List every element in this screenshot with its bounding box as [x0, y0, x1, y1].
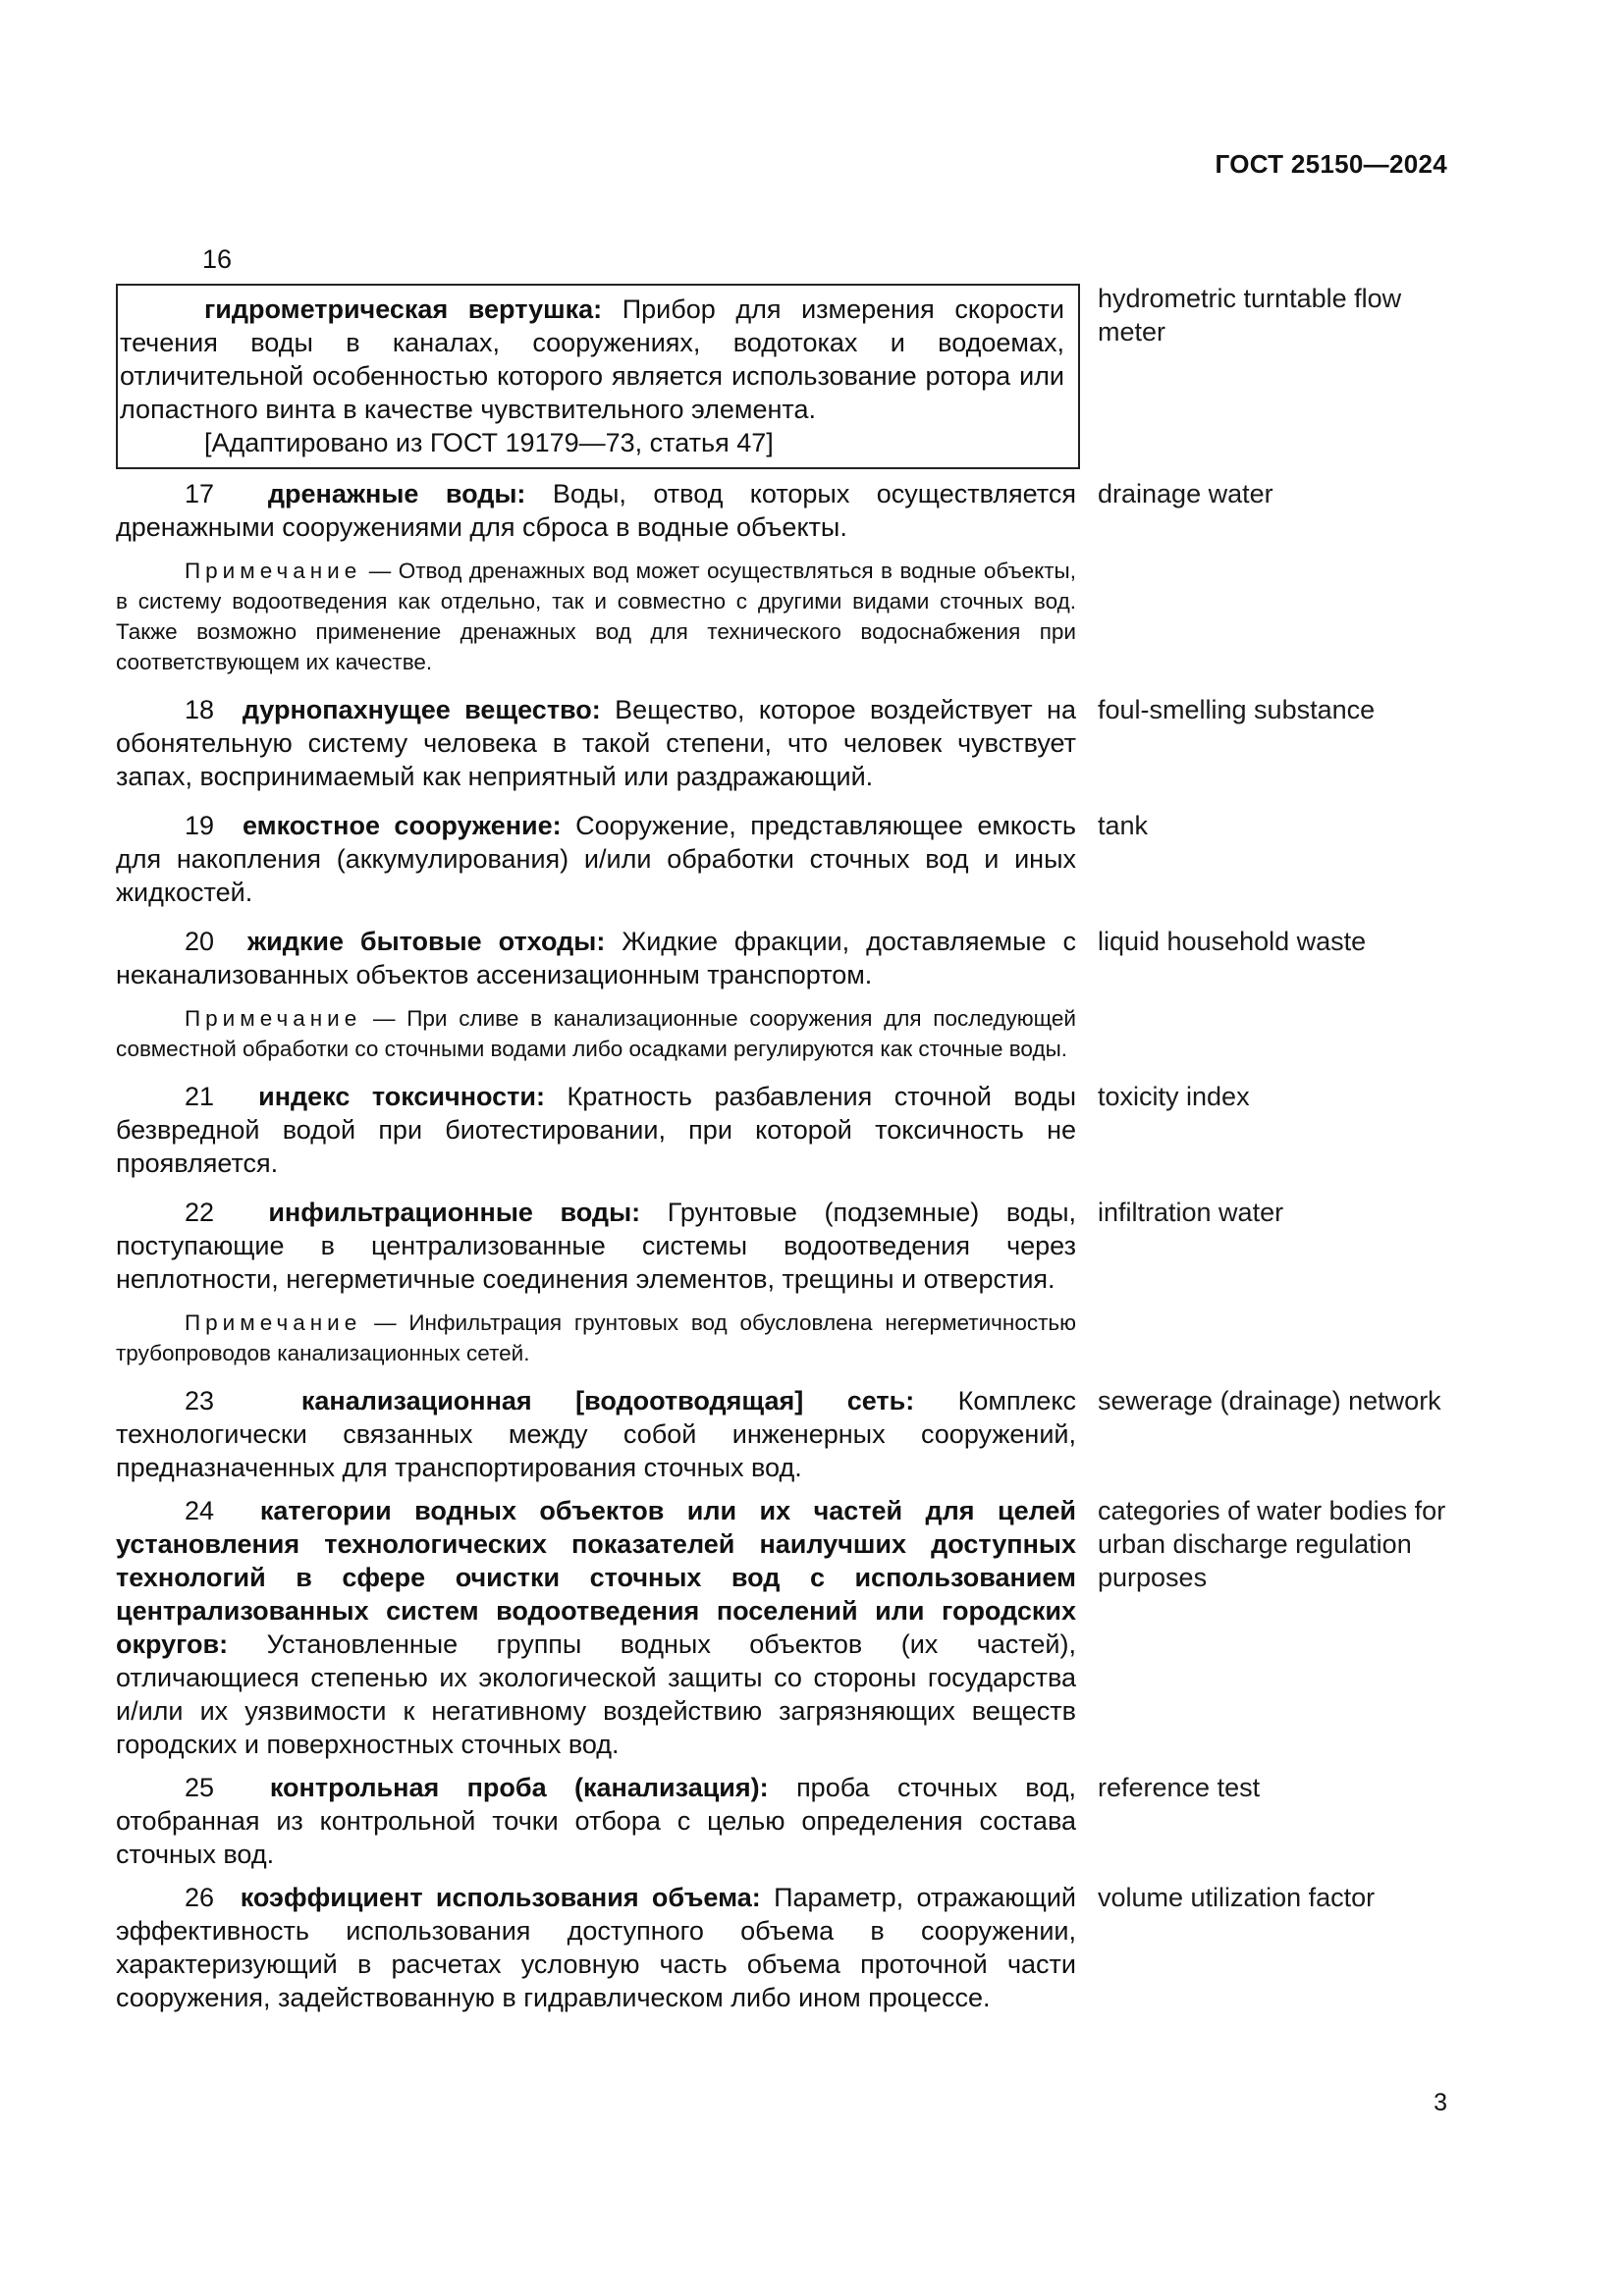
- term-number: 23: [185, 1386, 215, 1415]
- english-equivalent: drainage water: [1098, 479, 1273, 508]
- term-name: канализационная [водоотводящая] сеть:: [300, 1386, 915, 1415]
- english-equivalent: categories of water bodies for urban discharge regulation purposes: [1098, 1496, 1446, 1592]
- terms-list: [116, 242, 1451, 2014]
- term-definition: Грунтовые (подземные) воды, поступающие в централизованные системы водоотведения через неплотности, негерметичные соединения элементов, трещины и отверстия.: [116, 1198, 1076, 1294]
- term-definition: Сооружение, представляющее емкость для накопления (аккумулирования) и/или обработки сточных вод и иных жидкостей.: [116, 811, 1076, 907]
- term-number: 16: [202, 244, 233, 274]
- term-definition: Установленные группы водных объектов (их частей), отличающиеся степенью их экологической защиты со стороны государства и/или их уязвимости к негативному воздействию загрязняющих веществ городских и поверхностных сточных вод.: [116, 1629, 1076, 1759]
- term-note: [116, 556, 1076, 677]
- term-definition: Параметр, отражающий эффективность использования доступного объема в сооружении, характеризующий в расчетах условную часть объема проточной части сооружения, задействованную в гидравлическом либо ином процессе.: [116, 1883, 1076, 2012]
- term-name: емкостное сооружение:: [242, 811, 562, 840]
- term-name: дурнопахнущее вещество:: [242, 695, 601, 724]
- term-name: гидрометрическая вертушка:: [204, 294, 603, 324]
- term-name: инфильтрационные воды:: [268, 1198, 641, 1227]
- term-entry-20: [116, 925, 1451, 1064]
- term-entry-26: [116, 1881, 1451, 2014]
- term-entry-25: [116, 1771, 1451, 1871]
- term-name: дренажные воды:: [267, 479, 526, 508]
- english-equivalent: reference test: [1098, 1773, 1261, 1802]
- term-number: 21: [185, 1082, 215, 1111]
- term-source: [Адаптировано из ГОСТ 19179—73, статья 47]: [204, 428, 774, 457]
- english-equivalent: toxicity index: [1098, 1082, 1250, 1111]
- term-entry-19: [116, 809, 1451, 909]
- term-name: контрольная проба (канализация):: [269, 1773, 769, 1802]
- term-note: [116, 1308, 1076, 1368]
- document-code-header: ГОСТ 25150—2024: [1215, 149, 1447, 179]
- term-entry-16: [116, 242, 1451, 469]
- note-text: — При сливе в канализационные сооружения для последующей совместной обработки со сточными водами либо осадками регулируются как сточные воды.: [116, 1006, 1076, 1061]
- note-label: Примечание: [185, 1310, 362, 1335]
- term-number: 24: [185, 1496, 215, 1525]
- english-equivalent: hydrometric turntable flow meter: [1098, 284, 1402, 347]
- page-number: 3: [1434, 2089, 1447, 2116]
- term-entry-24: [116, 1494, 1451, 1761]
- term-definition: Воды, отвод которых осуществляется дренажными сооружениями для сброса в водные объекты.: [116, 479, 1076, 542]
- term-definition: Вещество, которое воздействует на обонятельную систему человека в такой степени, что человек чувствует запах, воспринимаемый как неприятный или раздражающий.: [116, 695, 1076, 791]
- english-equivalent: tank: [1098, 811, 1149, 840]
- note-text: — Отвод дренажных вод может осуществляться в водные объекты, в систему водоотведения как отдельно, так и совместно с другими видами сточных вод. Также возможно применение дренажных вод для технического водоснабжения при соответствующем их качестве.: [116, 559, 1076, 674]
- english-equivalent: foul-smelling substance: [1098, 695, 1376, 724]
- term-note: [116, 1003, 1076, 1064]
- term-number: 25: [185, 1773, 215, 1802]
- term-definition: Жидкие фракции, доставляемые с неканализованных объектов ассенизационным транспортом.: [116, 927, 1076, 989]
- term-definition: Комплекс технологически связанных между собой инженерных сооружений, предназначенных для транспортирования сточных вод.: [116, 1386, 1076, 1482]
- english-equivalent: volume utilization factor: [1098, 1883, 1376, 1912]
- term-name: коэффициент использования объема:: [240, 1883, 761, 1912]
- term-name: категории водных объектов или их частей для целей установления технологических показателей наилучших доступных технологий в сфере очистки сточных вод с использованием централизованных систем водоотведения поселений или городских округов:: [116, 1496, 1076, 1659]
- term-number: 20: [185, 927, 215, 956]
- term-definition: Прибор для измерения скорости течения воды в каналах, сооружениях, водотоках и водоемах, отличительной особенностью которого является использование ротора или лопастного винта в качестве чувствительного элемента.: [120, 294, 1064, 424]
- note-text: — Инфильтрация грунтовых вод обусловлена негерметичностью трубопроводов канализационных сетей.: [116, 1310, 1076, 1365]
- term-entry-22: [116, 1196, 1451, 1368]
- term-number: 26: [185, 1883, 215, 1912]
- english-equivalent: infiltration water: [1098, 1198, 1284, 1227]
- term-entry-23: [116, 1384, 1451, 1484]
- term-entry-21: [116, 1080, 1451, 1180]
- note-label: Примечание: [185, 1006, 362, 1031]
- boxed-term-frame: [116, 284, 1080, 469]
- term-name: жидкие бытовые отходы:: [246, 927, 606, 956]
- term-definition: проба сточных вод, отобранная из контрольной точки отбора с целью определения состава сточных вод.: [116, 1773, 1076, 1869]
- english-equivalent: liquid household waste: [1098, 927, 1367, 956]
- term-number: 17: [185, 479, 215, 508]
- term-name: индекс токсичности:: [258, 1082, 545, 1111]
- term-number: 22: [185, 1198, 215, 1227]
- term-entry-18: [116, 693, 1451, 793]
- english-equivalent: sewerage (drainage) network: [1098, 1386, 1441, 1415]
- term-number: 19: [185, 811, 215, 840]
- term-definition: Кратность разбавления сточной воды безвредной водой при биотестировании, при которой токсичность не проявляется.: [116, 1082, 1076, 1178]
- term-number: 18: [185, 695, 215, 724]
- note-label: Примечание: [185, 559, 362, 583]
- term-entry-17: [116, 477, 1451, 677]
